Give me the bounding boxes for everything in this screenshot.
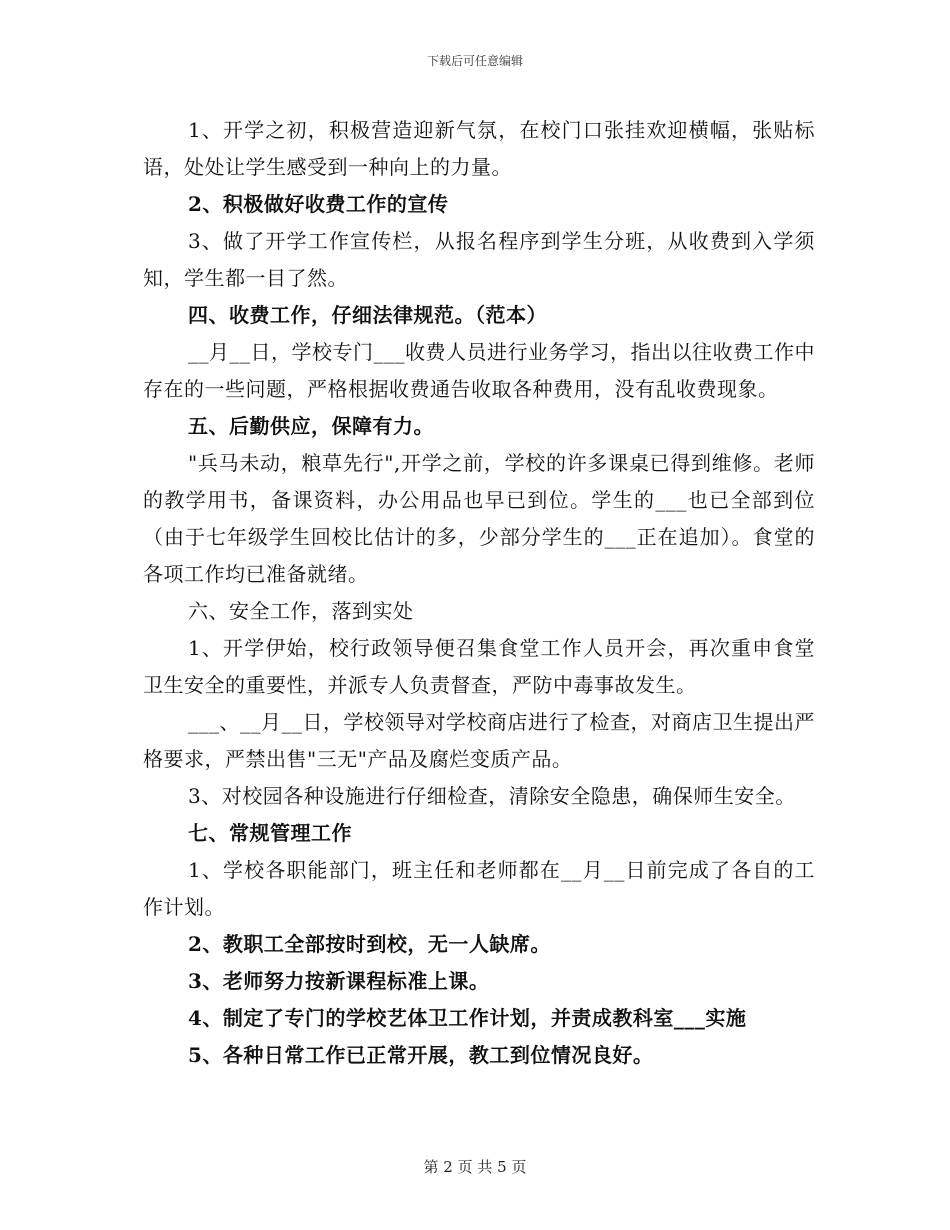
- page-header: 下载后可任意编辑: [426, 54, 523, 68]
- paragraph: 2、教职工全部按时到校，无一人缺席。: [188, 932, 551, 956]
- section-heading: 五、后勤供应，保障有力。: [188, 414, 434, 438]
- section-heading: 七、常规管理工作: [188, 821, 352, 845]
- paragraph: ___、__月__日，学校领导对学校商店进行了检查，对商店卫生提出严格要求，严禁出售"三无"产品及腐烂变质产品。: [143, 710, 815, 771]
- paragraph: 3、做了开学工作宣传栏，从报名程序到学生分班，从收费到入学须知，学生都一目了然。: [143, 229, 815, 290]
- paragraph: 5、各种日常工作已正常开展，教工到位情况良好。: [188, 1043, 654, 1067]
- document-body: [143, 112, 815, 1074]
- paragraph: 1、开学之初，积极营造迎新气氛，在校门口张挂欢迎横幅，张贴标语，处处让学生感受到一种向上的力量。: [143, 118, 815, 179]
- page-footer: 第 2 页 共 5 页: [423, 1158, 527, 1176]
- paragraph: "兵马未动，粮草先行",开学之前，学校的许多课桌已得到维修。老师的教学用书，备课资料，办公用品也早已到位。学生的___也已全部到位（由于七年级学生回校比估计的多，少部分学生的___正在追加）。食堂的各项工作均已准备就绪。: [143, 451, 815, 586]
- paragraph: 1、学校各职能部门，班主任和老师都在__月__日前完成了各自的工作计划。: [143, 858, 815, 919]
- section-heading: 四、收费工作，仔细法律规范。（范本）: [188, 303, 547, 327]
- paragraph: 2、积极做好收费工作的宣传: [188, 192, 449, 216]
- section-heading: 六、安全工作，落到实处: [188, 599, 414, 623]
- paragraph: 3、老师努力按新课程标准上课。: [188, 969, 490, 993]
- paragraph: 4、制定了专门的学校艺体卫工作计划，并责成教科室___实施: [188, 1006, 747, 1030]
- paragraph: __月__日，学校专门___收费人员进行业务学习，指出以往收费工作中存在的一些问题，严格根据收费通告收取各种费用，没有乱收费现象。: [143, 340, 815, 401]
- paragraph: 3、对校园各种设施进行仔细检查，清除安全隐患，确保师生安全。: [188, 784, 796, 808]
- paragraph: 1、开学伊始，校行政领导便召集食堂工作人员开会，再次重申食堂卫生安全的重要性，并派专人负责督查，严防中毒事故发生。: [143, 636, 815, 697]
